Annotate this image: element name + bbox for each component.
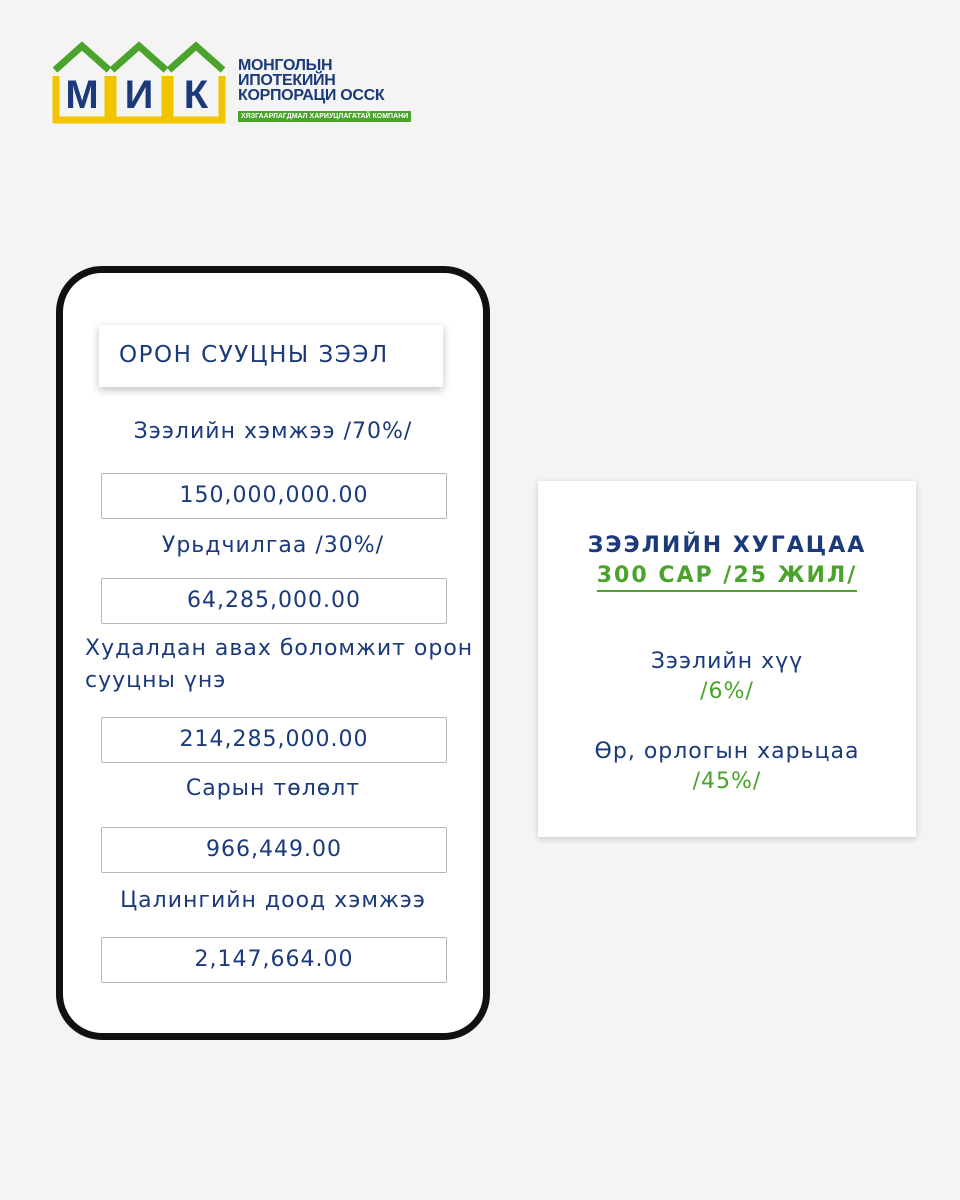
down-payment-field[interactable]: 64,285,000.00 [101, 578, 447, 624]
loan-terms-card [538, 481, 916, 837]
interest-rate-label: Зээлийн хүү [650, 649, 804, 674]
loan-term-title: ЗЭЭЛИЙН ХУГАЦАА [587, 533, 867, 558]
logo-line-2: ИПОТЕКИЙН [238, 72, 336, 89]
logo-letter-i: И [124, 73, 154, 117]
min-salary-field[interactable]: 2,147,664.00 [101, 937, 447, 983]
debt-income-ratio-label: Өр, орлогын харьцаа [594, 739, 860, 764]
logo-line-3: КОРПОРАЦИ ОССК [238, 87, 385, 104]
loan-term-value [538, 563, 916, 592]
min-salary-label: Цалингийн доод хэмжээ [120, 888, 426, 913]
logo-letter-k: К [183, 73, 209, 117]
logo-subtitle: ХЯЗГААРЛАГДМАЛ ХАРИУЦЛАГАТАЙ КОМПАНИ [238, 111, 411, 122]
house-price-label: Худалдан авах боломжит орон сууцны үнэ [85, 636, 474, 693]
company-logo [52, 40, 432, 125]
logo-line-1: МОНГОЛЫН [238, 57, 333, 74]
monthly-payment-field[interactable]: 966,449.00 [101, 827, 447, 873]
down-payment-label: Урьдчилгаа /30%/ [161, 533, 385, 558]
loan-amount-label: Зээлийн хэмжээ /70%/ [133, 419, 413, 444]
house-price-field[interactable]: 214,285,000.00 [101, 717, 447, 763]
interest-rate-value: /6%/ [700, 679, 754, 704]
roof-3-icon [169, 46, 223, 70]
debt-income-ratio-value: /45%/ [692, 769, 762, 794]
loan-amount-field[interactable]: 150,000,000.00 [101, 473, 447, 519]
roof-2-icon [112, 46, 166, 70]
loan-term-text: 300 САР /25 ЖИЛ/ [597, 563, 858, 592]
logo-letter-m: М [65, 73, 99, 117]
phone-frame [56, 266, 490, 1040]
loan-title-box [99, 325, 443, 387]
monthly-payment-label: Сарын төлөлт [185, 776, 361, 801]
logo-wordmark [238, 58, 432, 122]
loan-title: ОРОН СУУЦНЫ ЗЭЭЛ [119, 342, 389, 368]
roof-1-icon [55, 46, 109, 70]
mik-logo-mark [52, 40, 228, 125]
